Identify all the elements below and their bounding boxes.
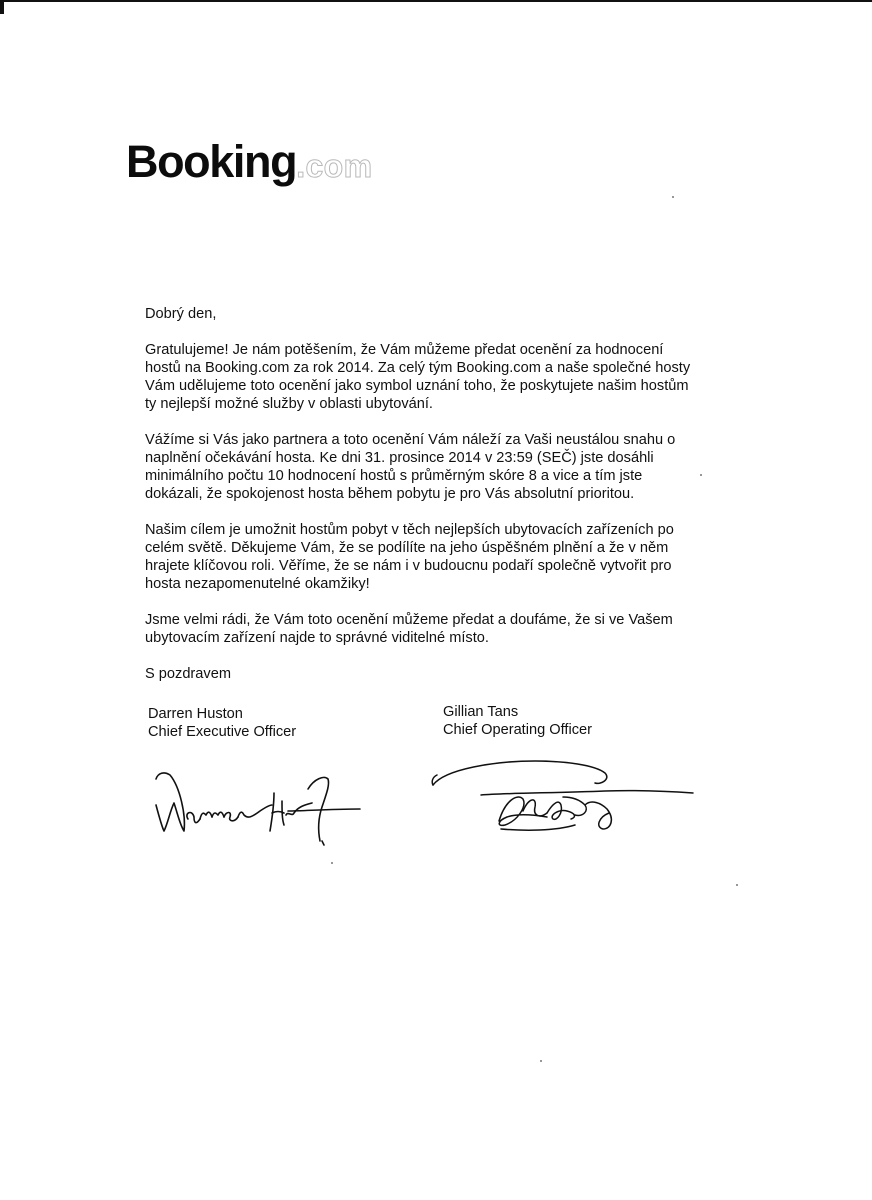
paragraph-line: Našim cílem je umožnit hostům pobyt v těch nejlepších ubytovacích zařízeních po	[145, 522, 674, 538]
paragraph-line: minimálního počtu 10 hodnocení hostů s průměrným skóre 8 a vice a tím jste	[145, 468, 643, 484]
paragraph-line: Gratulujeme! Je nám potěšením, že Vám můžeme předat ocenění za hodnocení	[145, 342, 664, 358]
paragraph-line: hostů na Booking.com za rok 2014. Za celý tým Booking.com a naše společné hosty	[145, 360, 691, 376]
paragraph-line: Jsme velmi rádi, že Vám toto ocenění můžeme předat a doufáme, že si ve Vašem	[145, 612, 673, 628]
signatory-title: Chief Operating Officer	[443, 722, 592, 738]
scan-speck	[672, 196, 674, 198]
signatory-name: Darren Huston	[148, 706, 243, 722]
paragraph-4	[145, 611, 705, 647]
greeting: Dobrý den,	[145, 306, 217, 322]
signatory-name: Gillian Tans	[443, 704, 519, 720]
closing: S pozdravem	[145, 666, 231, 682]
letter-body	[145, 305, 705, 683]
paragraph-1	[145, 341, 705, 413]
scan-speck	[331, 862, 333, 864]
handwritten-signature-ceo	[148, 765, 368, 855]
scan-speck	[540, 1060, 542, 1062]
signatory-ceo	[148, 705, 296, 741]
signatory-title: Chief Executive Officer	[148, 724, 297, 740]
paragraph-line: ubytovacím zařízení najde to správné viditelné místo.	[145, 630, 489, 646]
paragraph-line: dokázali, že spokojenost hosta během pobytu je pro Vás absolutní prioritou.	[145, 486, 635, 502]
paragraph-line: hrajete klíčovou roli. Věříme, že se nám i v budoucnu podaří společně vytvořit pro	[145, 558, 672, 574]
paragraph-line: ty nejlepší možné služby v oblasti ubytování.	[145, 396, 433, 412]
booking-logo	[126, 136, 372, 192]
paragraph-3	[145, 521, 705, 593]
scan-edge-top	[0, 0, 872, 2]
scan-edge-left	[0, 0, 4, 14]
logo-brand: Booking	[126, 136, 297, 187]
paragraph-line: naplnění očekávání hosta. Ke dni 31. prosince 2014 v 23:59 (SEČ) jste dosáhli	[145, 450, 654, 466]
logo-suffix: .com	[296, 148, 373, 184]
scan-speck	[700, 474, 702, 476]
paragraph-line: celém světě. Děkujeme Vám, že se podílíte na jeho úspěšném plnění a že v něm	[145, 540, 669, 556]
paragraph-line: Vážíme si Vás jako partnera a toto ocenění Vám náleží za Vaši neustálou snahu o	[145, 432, 676, 448]
scan-speck	[736, 884, 738, 886]
signatory-coo	[443, 703, 592, 739]
paragraph-line: hosta nezapomenutelné okamžiky!	[145, 576, 370, 592]
paragraph-line: Vám udělujeme toto ocenění jako symbol uznání toho, že poskytujete našim hostům	[145, 378, 689, 394]
handwritten-signature-coo	[425, 755, 700, 840]
paragraph-2	[145, 431, 705, 503]
